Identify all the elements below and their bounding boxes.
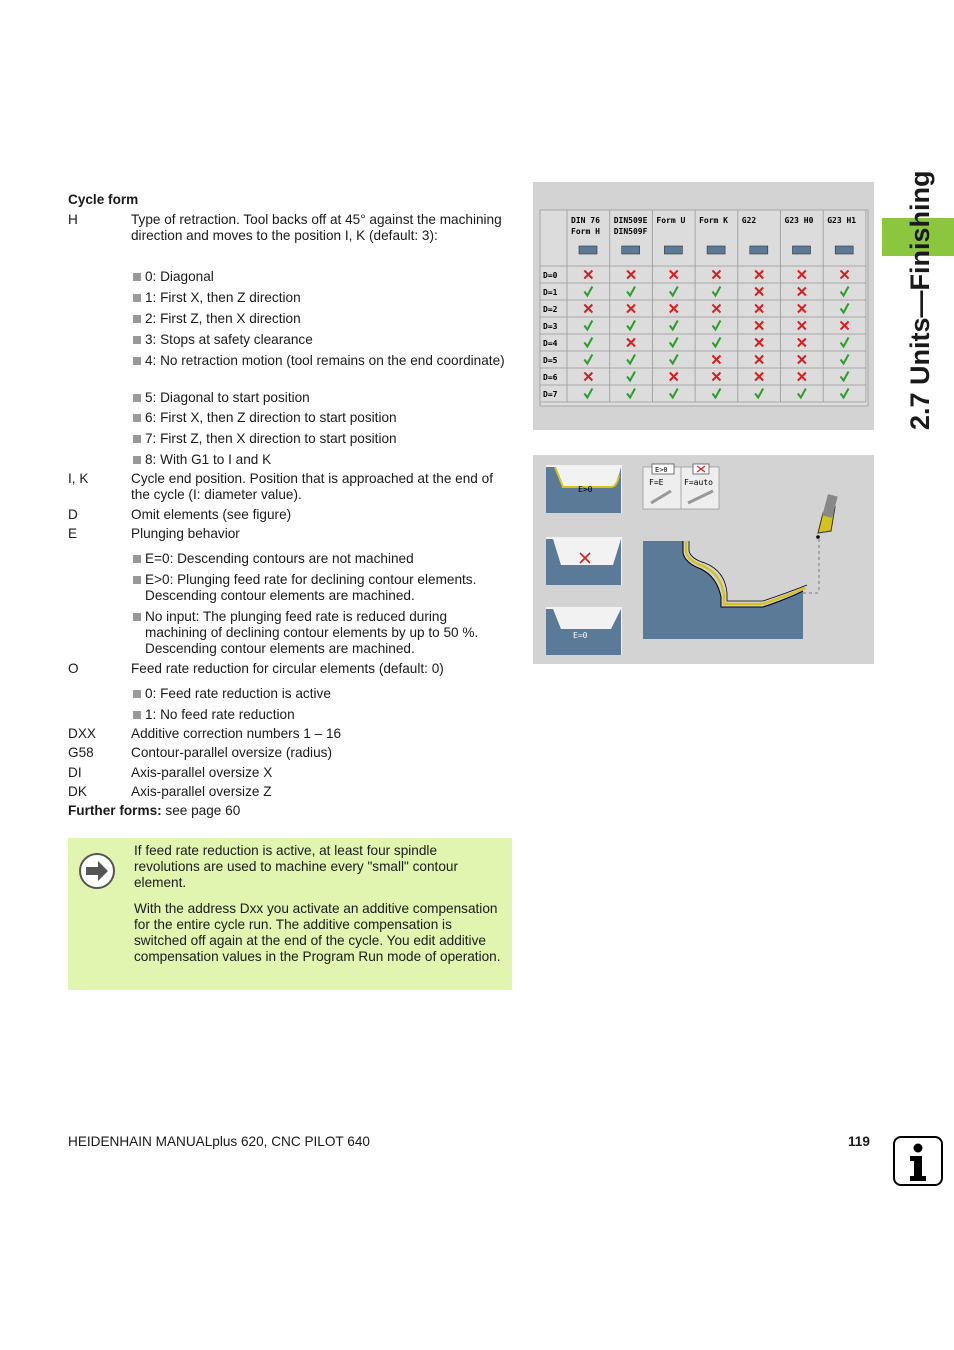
column-header: Form U <box>656 216 686 225</box>
row-label: D=4 <box>543 339 558 348</box>
param-desc-e: Plunging behavior <box>131 526 240 541</box>
omit-elements-table-figure <box>533 182 874 430</box>
list-item: 2: First Z, then X direction <box>131 311 506 327</box>
list-item: No input: The plunging feed rate is reduced during machining of declining contour elements by up to 50 %. Descending contour elements are machined. <box>131 609 506 657</box>
param-key-di: DI <box>68 765 82 780</box>
groove-icon <box>622 246 640 254</box>
param-key-o: O <box>68 661 79 676</box>
list-item: 0: Feed rate reduction is active <box>131 686 506 702</box>
param-key-g58: G58 <box>68 745 94 760</box>
list-item: 1: First X, then Z direction <box>131 290 506 306</box>
param-desc-dxx: Additive correction numbers 1 – 16 <box>131 726 342 741</box>
param-desc-di: Axis-parallel oversize X <box>131 765 273 780</box>
list-item: 1: No feed rate reduction <box>131 707 506 723</box>
button-e-positive-label: E>0 <box>655 466 668 474</box>
row-label: D=6 <box>543 373 558 382</box>
label-f-e: F=E <box>649 478 664 487</box>
note-paragraph-2: With the address Dxx you activate an additive compensation for the entire cycle run. The additive compensation is switched off again at the end of the cycle. You edit additive compensation values in the Program Run mode of operation. <box>134 901 501 964</box>
column-header: DIN509E <box>613 216 648 225</box>
param-desc-ik: Cycle end position. Position that is approached at the end of the cycle (I: diameter value). <box>131 471 493 502</box>
param-desc-h: Type of retraction. Tool backs off at 45° against the machining direction and moves to the position I, K (default: 3): <box>131 212 502 243</box>
list-item: 6: First X, then Z direction to start position <box>131 410 506 426</box>
info-icon <box>893 1136 943 1186</box>
row-label: D=1 <box>543 288 558 297</box>
label-f-auto: F=auto <box>684 478 713 487</box>
row-label: D=3 <box>543 322 558 331</box>
groove-icon <box>579 246 597 254</box>
column-header: Form H <box>571 227 600 236</box>
param-desc-d: Omit elements (see figure) <box>131 507 292 522</box>
list-item: 7: First Z, then X direction to start position <box>131 431 506 447</box>
column-header: Form K <box>699 216 729 225</box>
page-number: 119 <box>848 1134 870 1149</box>
param-key-dxx: DXX <box>68 726 96 741</box>
footer-manual-title: HEIDENHAIN MANUALplus 620, CNC PILOT 640 <box>68 1134 370 1149</box>
column-header: DIN509F <box>613 227 648 236</box>
plunging-behavior-figure <box>533 455 874 664</box>
groove-icon <box>664 246 682 254</box>
list-item: 4: No retraction motion (tool remains on the end coordinate) <box>131 353 506 369</box>
row-label: D=0 <box>543 271 558 280</box>
list-item: 8: With G1 to I and K <box>131 452 506 468</box>
list-item: E>0: Plunging feed rate for declining contour elements. Descending contour elements are machined. <box>131 572 506 604</box>
column-header: G22 <box>741 216 757 225</box>
section-heading: Cycle form <box>68 192 139 207</box>
param-key-h: H <box>68 212 78 227</box>
list-item: E=0: Descending contours are not machined <box>131 551 506 567</box>
omit-elements-table <box>533 182 874 430</box>
groove-icon <box>750 246 768 254</box>
label-e-positive: E>0 <box>578 485 593 494</box>
groove-icon <box>707 246 725 254</box>
param-key-e: E <box>68 526 78 541</box>
list-item: 0: Diagonal <box>131 269 506 285</box>
param-key-ik: I, K <box>68 471 89 486</box>
param-key-dk: DK <box>68 784 87 799</box>
note-paragraph-1: If feed rate reduction is active, at least four spindle revolutions are used to machine every "small" contour element. <box>134 843 458 890</box>
list-item: 3: Stops at safety clearance <box>131 332 506 348</box>
groove-icon <box>835 246 853 254</box>
plunging-behavior-diagram <box>533 455 874 664</box>
row-label: D=5 <box>543 356 558 365</box>
list-item: 5: Diagonal to start position <box>131 390 506 406</box>
row-label: D=7 <box>543 390 558 399</box>
chapter-title: 2.7 Units—Finishing <box>905 170 935 430</box>
param-desc-dk: Axis-parallel oversize Z <box>131 784 272 799</box>
groove-icon <box>793 246 811 254</box>
param-desc-o: Feed rate reduction for circular elements (default: 0) <box>131 661 444 676</box>
label-e-zero: E=0 <box>573 631 588 640</box>
row-label: D=2 <box>543 305 558 314</box>
param-key-d: D <box>68 507 78 522</box>
param-desc-g58: Contour-parallel oversize (radius) <box>131 745 332 760</box>
column-header: G23 H1 <box>827 216 857 225</box>
further-forms[interactable]: Further forms: see page 60 <box>68 803 241 818</box>
arrow-right-icon <box>78 852 116 890</box>
column-header: G23 H0 <box>784 216 814 225</box>
column-header: DIN 76 <box>571 216 600 225</box>
